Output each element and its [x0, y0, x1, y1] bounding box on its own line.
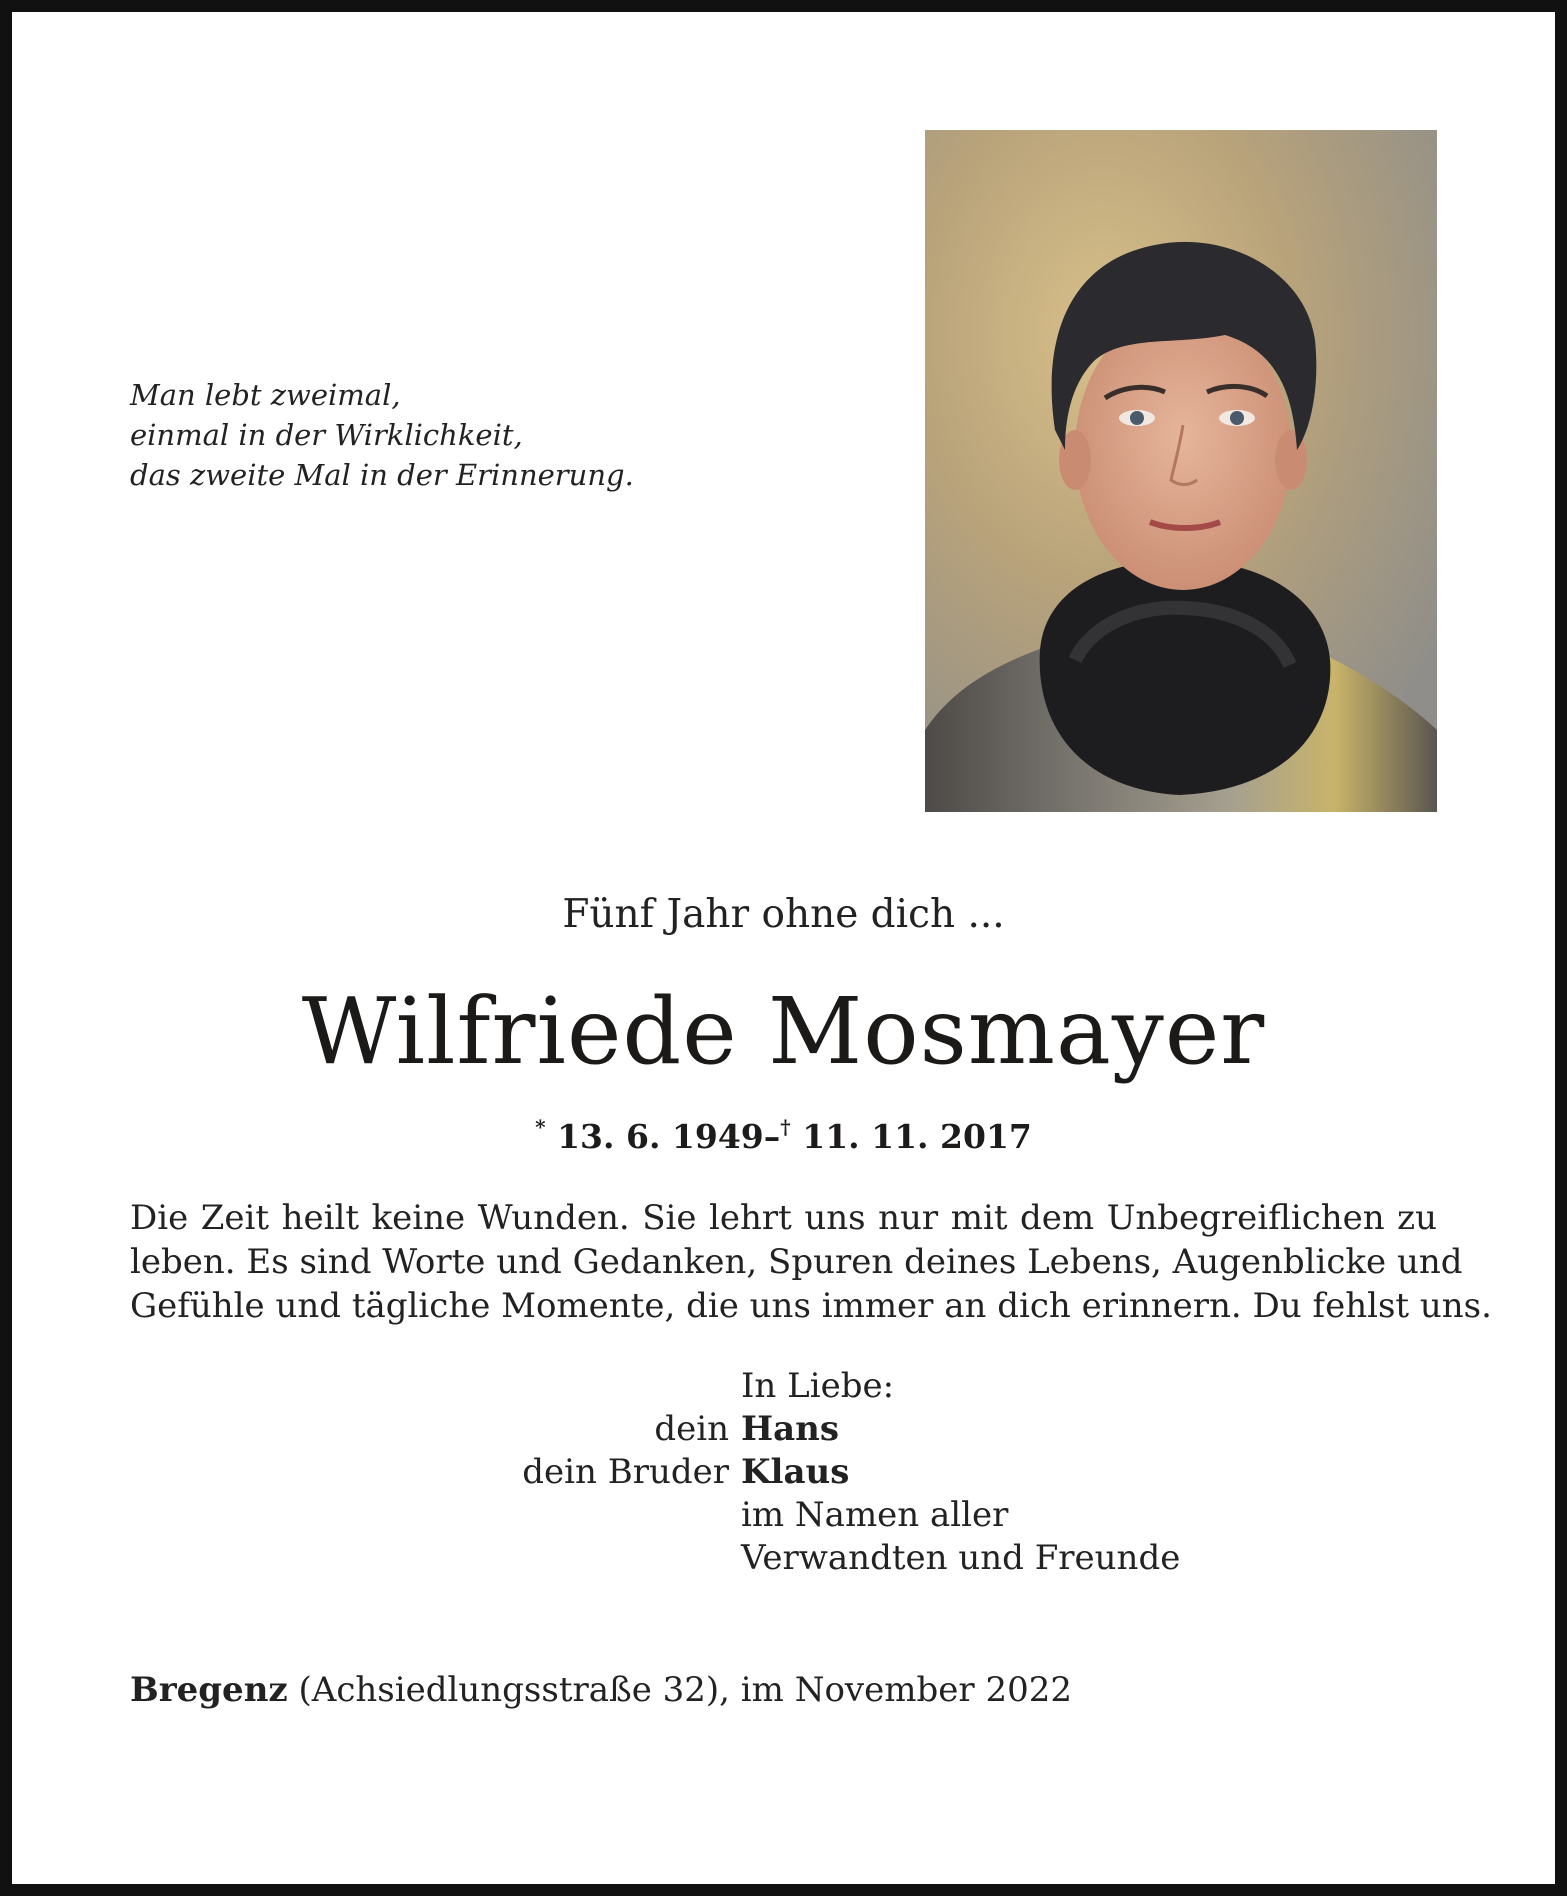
- memorial-text-line: leben. Es sind Worte und Gedanken, Spuren deines Lebens, Augenblicke und: [130, 1242, 1463, 1282]
- footer-place: Bregenz: [130, 1670, 288, 1710]
- birth-date: 13. 6. 1949: [557, 1117, 764, 1156]
- date-separator: –: [763, 1117, 781, 1156]
- mourner-relation: dein: [654, 1409, 729, 1449]
- portrait-photo: [925, 130, 1437, 812]
- mourner-name: Klaus: [741, 1452, 850, 1492]
- memorial-text: [130, 1196, 1492, 1328]
- signoff-block: [0, 1365, 1567, 1580]
- quote-line: Man lebt zweimal,: [130, 378, 401, 412]
- footer-location: [130, 1670, 1072, 1710]
- footer-details: (Achsiedlungsstraße 32), im November 2022: [287, 1670, 1072, 1710]
- death-symbol: †: [780, 1115, 791, 1139]
- death-date: 11. 11. 2017: [802, 1117, 1032, 1156]
- memorial-text-line: Die Zeit heilt keine Wunden. Sie lehrt uns nur mit dem Unbegreiflichen zu: [130, 1198, 1437, 1238]
- quote-line: das zweite Mal in der Erinnerung.: [130, 458, 634, 492]
- quote-line: einmal in der Wirklichkeit,: [130, 418, 523, 452]
- deceased-name: Wilfriede Mosmayer: [301, 978, 1266, 1085]
- life-dates: [0, 1117, 1567, 1156]
- signoff-heading: In Liebe:: [741, 1366, 895, 1406]
- signoff-line: Verwandten und Freunde: [741, 1538, 1181, 1578]
- intro-line: Fünf Jahr ohne dich ...: [562, 892, 1005, 937]
- birth-symbol: *: [535, 1115, 546, 1139]
- memorial-text-line: Gefühle und tägliche Momente, die uns immer an dich erinnern. Du fehlst uns.: [130, 1286, 1492, 1326]
- mourner-name: Hans: [741, 1409, 840, 1449]
- mourner-relation: dein Bruder: [522, 1452, 729, 1492]
- epitaph-quote: [130, 375, 634, 495]
- signoff-line: im Namen aller: [741, 1495, 1009, 1535]
